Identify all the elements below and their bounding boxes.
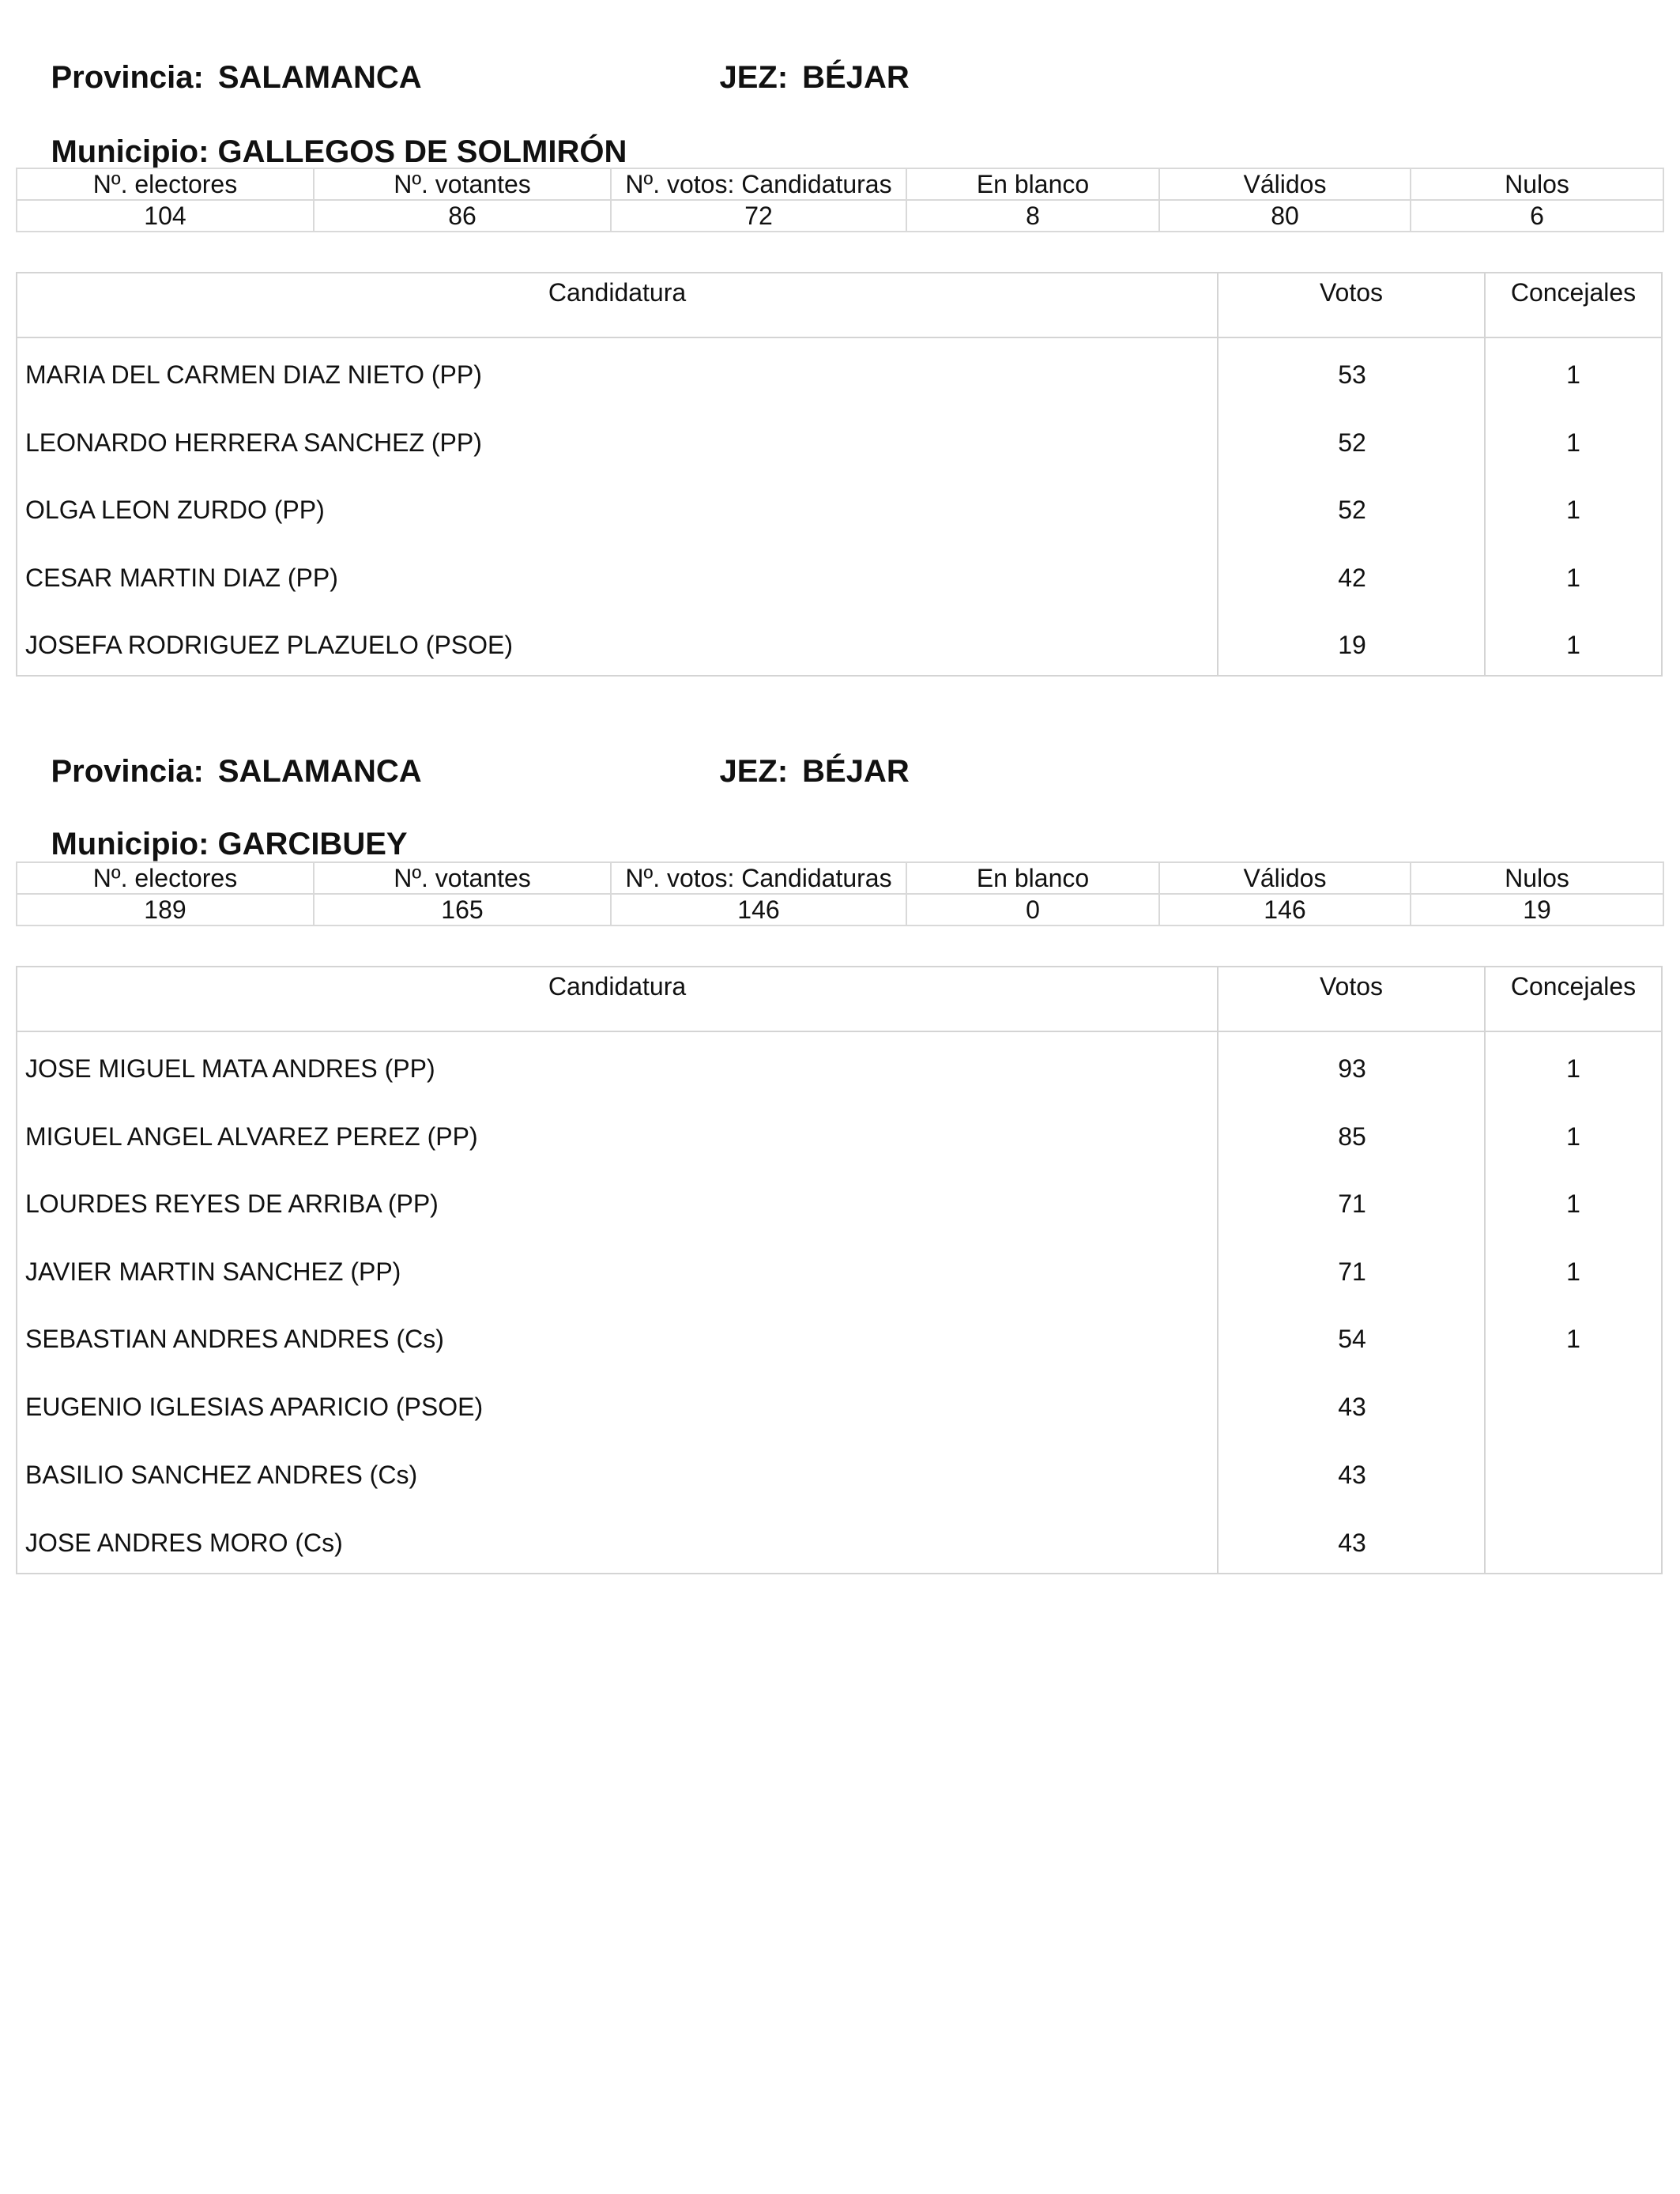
candidate-name: MIGUEL ANGEL ALVAREZ PEREZ (PP) — [25, 1122, 478, 1151]
candidate-name: JOSEFA RODRIGUEZ PLAZUELO (PSOE) — [25, 631, 514, 659]
stats-header-cell: Nº. votos: Candidaturas — [611, 168, 906, 200]
candidates-body — [17, 1032, 1661, 1574]
candidate-name: JOSE ANDRES MORO (Cs) — [25, 1529, 343, 1557]
provincia-label: Provincia: — [51, 60, 204, 95]
table-row — [17, 1167, 1661, 1235]
stats-value-cell: 80 — [1159, 200, 1411, 232]
candidate-name: SEBASTIAN ANDRES ANDRES (Cs) — [25, 1325, 444, 1353]
candidate-votes: 71 — [1338, 1257, 1366, 1286]
table-row — [17, 338, 1661, 406]
stats-value-cell: 86 — [314, 200, 611, 232]
stats-header-cell: Válidos — [1159, 862, 1411, 894]
stats-value-cell: 72 — [611, 200, 906, 232]
stats-value-cell: 165 — [314, 894, 611, 925]
candidate-concejales: 1 — [1566, 1325, 1580, 1353]
candidatura-header: Candidatura — [548, 278, 687, 307]
candidate-concejales: 1 — [1566, 1189, 1580, 1218]
candidate-votes: 53 — [1338, 360, 1366, 389]
concejales-header: Concejales — [1510, 972, 1637, 1001]
table-row — [17, 1302, 1661, 1370]
table-row — [17, 1032, 1661, 1100]
stats-value-cell: 0 — [906, 894, 1159, 925]
candidate-votes: 71 — [1338, 1189, 1366, 1218]
stats-header-cell: Nº. electores — [17, 168, 314, 200]
table-row — [17, 609, 1661, 677]
jez-value: BÉJAR — [802, 60, 910, 95]
candidatura-header: Candidatura — [548, 972, 687, 1001]
table-row — [17, 1506, 1661, 1574]
candidate-name: LEONARDO HERRERA SANCHEZ (PP) — [25, 428, 482, 457]
stats-value-row — [17, 894, 1663, 925]
municipio-label: Municipio: — [51, 827, 209, 861]
candidate-concejales: 1 — [1566, 496, 1580, 524]
stats-header-row — [17, 168, 1663, 200]
candidates-table — [16, 272, 1663, 677]
candidate-name: MARIA DEL CARMEN DIAZ NIETO (PP) — [25, 360, 482, 389]
stats-value-cell: 6 — [1411, 200, 1663, 232]
candidate-name: BASILIO SANCHEZ ANDRES (Cs) — [25, 1461, 418, 1489]
candidate-concejales: 1 — [1566, 1257, 1580, 1286]
stats-header-cell: Nº. votos: Candidaturas — [611, 862, 906, 894]
candidate-votes: 19 — [1338, 631, 1366, 659]
jez-heading — [684, 30, 910, 125]
municipio-label: Municipio: — [51, 134, 209, 169]
stats-value-cell: 104 — [17, 200, 314, 232]
stats-header-cell: Nulos — [1411, 862, 1663, 894]
provincia-value: SALAMANCA — [217, 60, 422, 95]
candidates-table — [16, 966, 1663, 1574]
candidates-body — [17, 338, 1661, 677]
municipio-value: GARCIBUEY — [217, 827, 408, 861]
candidate-votes: 42 — [1338, 564, 1366, 592]
stats-header-cell: Nº. votantes — [314, 862, 611, 894]
candidate-votes: 43 — [1338, 1529, 1366, 1557]
provincia-label: Provincia: — [51, 754, 204, 789]
stats-value-row — [17, 200, 1663, 232]
candidate-votes: 93 — [1338, 1054, 1366, 1083]
candidate-votes: 43 — [1338, 1393, 1366, 1421]
candidate-name: LOURDES REYES DE ARRIBA (PP) — [25, 1189, 439, 1218]
votos-header: Votos — [1319, 278, 1384, 307]
municipio-value: GALLEGOS DE SOLMIRÓN — [217, 134, 627, 169]
stats-header-cell: Nulos — [1411, 168, 1663, 200]
candidate-concejales: 1 — [1566, 631, 1580, 659]
stats-header-cell: En blanco — [906, 862, 1159, 894]
table-row — [17, 541, 1661, 609]
concejales-header: Concejales — [1510, 278, 1637, 307]
candidate-votes: 52 — [1338, 428, 1366, 457]
votos-header: Votos — [1319, 972, 1384, 1001]
stats-value-cell: 189 — [17, 894, 314, 925]
stats-value-cell: 8 — [906, 200, 1159, 232]
stats-header-cell: Nº. votantes — [314, 168, 611, 200]
stats-table — [16, 168, 1664, 232]
table-row — [17, 473, 1661, 541]
table-row — [17, 1235, 1661, 1303]
candidate-name: OLGA LEON ZURDO (PP) — [25, 496, 325, 524]
candidate-concejales: 1 — [1566, 428, 1580, 457]
candidate-concejales: 1 — [1566, 564, 1580, 592]
jez-label: JEZ: — [719, 60, 789, 95]
candidate-concejales: 1 — [1566, 1122, 1580, 1151]
jez-label: JEZ: — [719, 754, 789, 789]
table-row — [17, 1438, 1661, 1506]
stats-table — [16, 861, 1664, 926]
candidate-votes: 85 — [1338, 1122, 1366, 1151]
candidates-header-row — [17, 967, 1661, 1032]
candidate-name: JOSE MIGUEL MATA ANDRES (PP) — [25, 1054, 435, 1083]
candidate-name: CESAR MARTIN DIAZ (PP) — [25, 564, 338, 592]
candidates-header-row — [17, 273, 1661, 338]
stats-value-cell: 146 — [611, 894, 906, 925]
stats-header-cell: En blanco — [906, 168, 1159, 200]
candidate-votes: 52 — [1338, 496, 1366, 524]
candidate-name: EUGENIO IGLESIAS APARICIO (PSOE) — [25, 1393, 484, 1421]
stats-header-cell: Nº. electores — [17, 862, 314, 894]
table-row — [17, 1100, 1661, 1168]
jez-heading — [684, 724, 910, 819]
provincia-value: SALAMANCA — [217, 754, 422, 789]
stats-header-row — [17, 862, 1663, 894]
table-row — [17, 406, 1661, 474]
table-row — [17, 1370, 1661, 1438]
candidate-votes: 54 — [1338, 1325, 1366, 1353]
candidate-concejales: 1 — [1566, 360, 1580, 389]
candidate-name: JAVIER MARTIN SANCHEZ (PP) — [25, 1257, 401, 1286]
stats-value-cell: 146 — [1159, 894, 1411, 925]
jez-value: BÉJAR — [802, 754, 910, 789]
stats-value-cell: 19 — [1411, 894, 1663, 925]
candidate-concejales: 1 — [1566, 1054, 1580, 1083]
stats-header-cell: Válidos — [1159, 168, 1411, 200]
candidate-votes: 43 — [1338, 1461, 1366, 1489]
